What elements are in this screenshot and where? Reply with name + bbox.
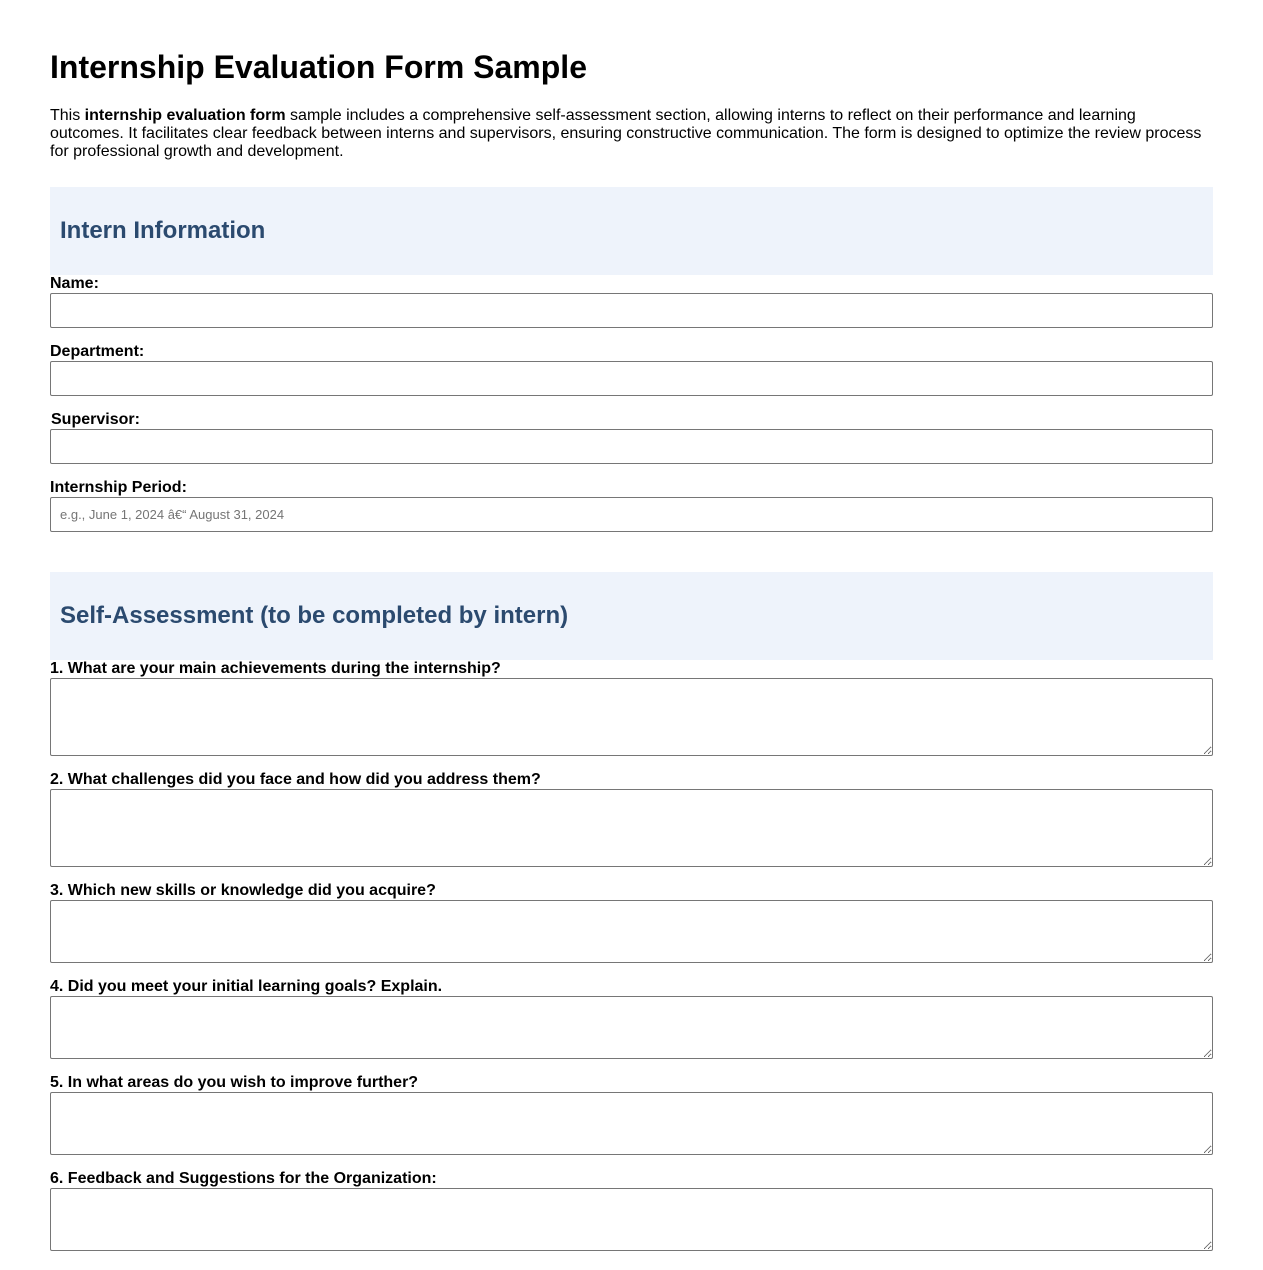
section-heading: Intern Information <box>60 217 266 244</box>
supervisor-label: Supervisor: <box>51 411 140 428</box>
intro-text-rest: sample includes a comprehensive self-assessment section, allowing interns to reflect on their performance and learning outcomes. It facilitates clear feedback between interns and supervisors, ensuring constructive communication. The form is designed to optimize the review process for professional growth and development. <box>50 107 1202 160</box>
question-6-label: 6. Feedback and Suggestions for the Organization: <box>50 1170 437 1187</box>
question-3-textarea[interactable] <box>50 900 1213 963</box>
internship-period-input[interactable] <box>50 497 1213 532</box>
question-6-textarea[interactable] <box>50 1188 1213 1251</box>
section-intern-information <box>50 187 1213 275</box>
question-4-label: 4. Did you meet your initial learning goals? Explain. <box>50 978 443 995</box>
supervisor-input[interactable] <box>50 429 1213 464</box>
name-input[interactable] <box>50 293 1213 328</box>
name-label: Name: <box>50 275 99 292</box>
intro-text: This <box>50 107 85 124</box>
page-title: Internship Evaluation Form Sample <box>50 49 587 85</box>
question-4-textarea[interactable] <box>50 996 1213 1059</box>
section-heading: Self-Assessment (to be completed by intern) <box>60 602 569 629</box>
department-label: Department: <box>50 343 145 360</box>
question-5-label: 5. In what areas do you wish to improve further? <box>50 1074 419 1091</box>
question-1-label: 1. What are your main achievements during the internship? <box>50 660 501 677</box>
intro-paragraph <box>50 107 1213 161</box>
department-input[interactable] <box>50 361 1213 396</box>
question-1-textarea[interactable] <box>50 678 1213 756</box>
question-2-label: 2. What challenges did you face and how did you address them? <box>50 771 541 788</box>
question-2-textarea[interactable] <box>50 789 1213 867</box>
section-self-assessment <box>50 572 1213 660</box>
question-3-label: 3. Which new skills or knowledge did you acquire? <box>50 882 436 899</box>
intro-bold: internship evaluation form <box>84 107 286 124</box>
question-5-textarea[interactable] <box>50 1092 1213 1155</box>
internship-period-label: Internship Period: <box>50 479 187 496</box>
